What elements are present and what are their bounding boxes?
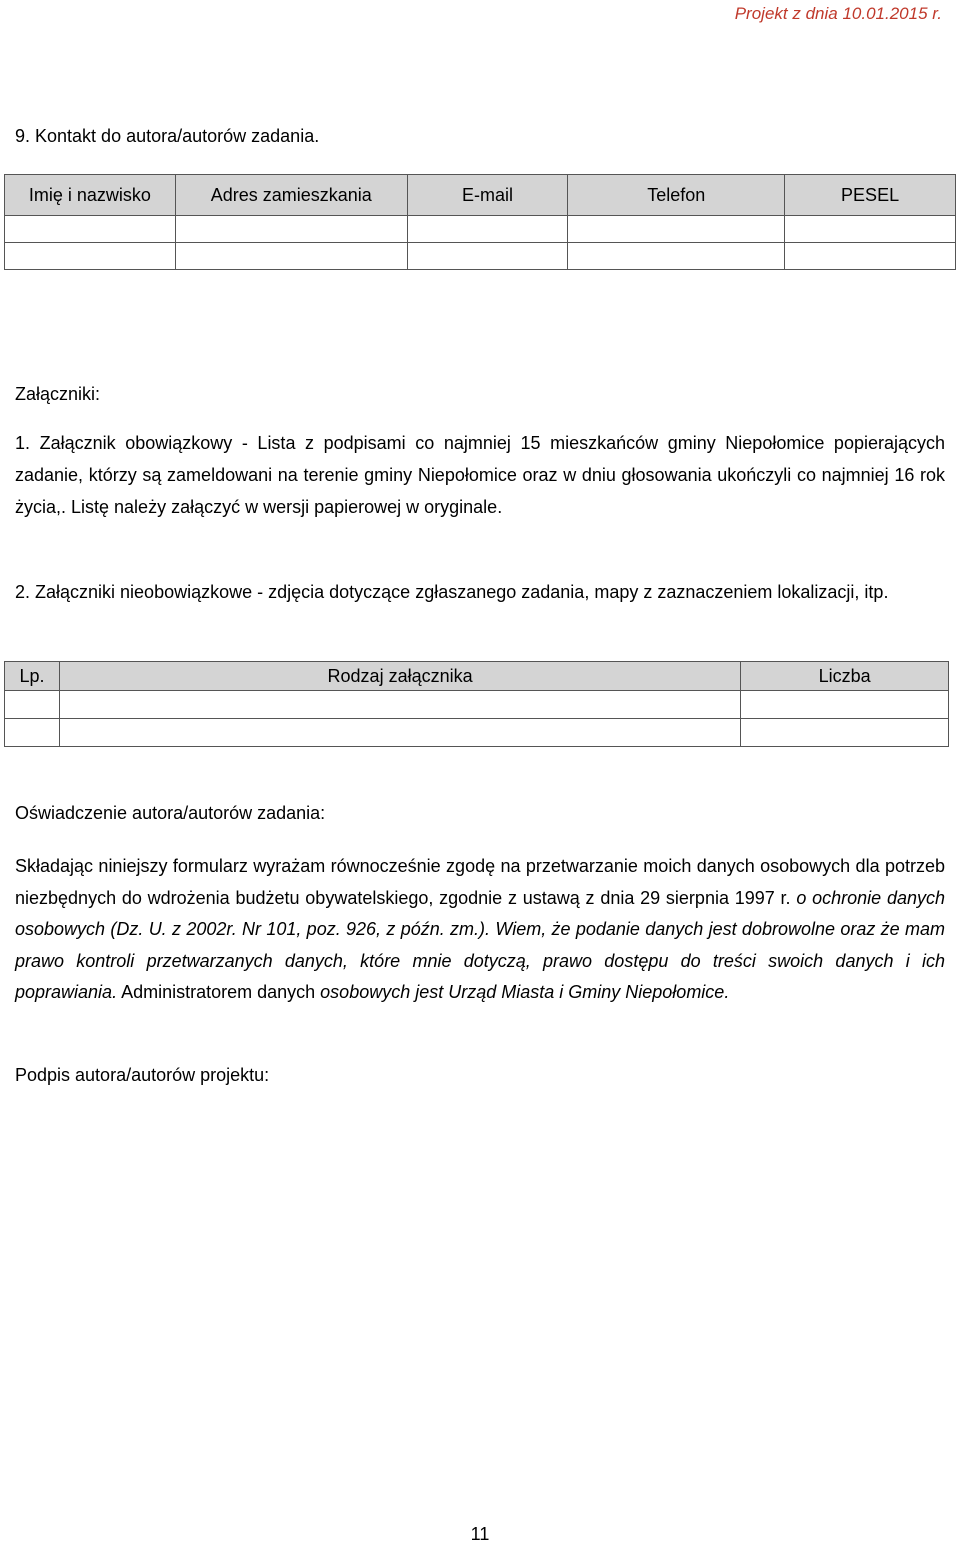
table-cell[interactable] — [5, 216, 176, 243]
declaration-part-2: o ochronie danych osobowych (Dz. U. z 2002r. Nr 101, poz. 926, z późn. zm.). Wiem, że podanie danych jest dobrowolne oraz że mam prawo kontroli przetwarzanych danych, które mnie dotyczą, prawo dostępu do treści swoich danych i ich poprawiania. — [15, 887, 945, 1002]
column-header-count: Liczba — [741, 662, 949, 691]
table-cell[interactable] — [59, 719, 740, 747]
table-cell[interactable] — [5, 691, 60, 719]
attachments-heading: Załączniki: — [15, 384, 101, 404]
table-cell[interactable] — [407, 243, 568, 270]
column-header-name: Imię i nazwisko — [5, 175, 176, 216]
declaration-text — [15, 851, 945, 1009]
table-cell[interactable] — [175, 243, 407, 270]
declaration-part-1: Składając niniejszy formularz wyrażam równocześnie zgodę na przetwarzanie moich danych osobowych dla potrzeb niezbędnych do wdrożenia budżetu obywatelskiego, zgodnie z ustawą z dnia 29 sierpnia 1997 r. — [15, 856, 945, 908]
table-row — [5, 216, 956, 243]
declaration-part-4: osobowych jest Urząd Miasta i Gminy Niepołomice. — [320, 982, 730, 1002]
column-header-pesel: PESEL — [785, 175, 956, 216]
declaration-heading: Oświadczenie autora/autorów zadania: — [15, 803, 326, 823]
table-row — [5, 691, 949, 719]
column-header-phone: Telefon — [568, 175, 785, 216]
table-cell[interactable] — [741, 719, 949, 747]
table-cell[interactable] — [568, 216, 785, 243]
draft-date-note: Projekt z dnia 10.01.2015 r. — [734, 4, 942, 23]
section-9-heading: 9. Kontakt do autora/autorów zadania. — [15, 126, 320, 146]
table-cell[interactable] — [5, 719, 60, 747]
contact-table-header — [5, 175, 956, 216]
table-cell[interactable] — [785, 243, 956, 270]
attachment-2-text: 2. Załączniki nieobowiązkowe - zdjęcia dotyczące zgłaszanego zadania, mapy z zaznaczeniem lokalizacji, itp. — [15, 582, 889, 602]
table-row — [5, 243, 956, 270]
column-header-lp: Lp. — [5, 662, 60, 691]
page-number: 11 — [470, 1524, 490, 1544]
table-cell[interactable] — [175, 216, 407, 243]
table-cell[interactable] — [407, 216, 568, 243]
table-cell[interactable] — [568, 243, 785, 270]
signature-label: Podpis autora/autorów projektu: — [15, 1065, 270, 1085]
declaration-part-3: Administratorem danych — [117, 982, 321, 1002]
attachments-table-header — [5, 662, 949, 691]
column-header-type: Rodzaj załącznika — [59, 662, 740, 691]
table-cell[interactable] — [5, 243, 176, 270]
table-row — [5, 719, 949, 747]
attachment-1-text: 1. Załącznik obowiązkowy - Lista z podpisami co najmniej 15 mieszkańców gminy Niepołomice popierających zadanie, którzy są zameldowani na terenie gminy Niepołomice oraz w dniu głosowania ukończyli co najmniej 16 rok życia,. Listę należy załączyć w wersji papierowej w oryginale. — [15, 433, 945, 517]
attachments-table — [4, 661, 949, 747]
contact-table — [4, 174, 956, 270]
column-header-email: E-mail — [407, 175, 568, 216]
table-cell[interactable] — [741, 691, 949, 719]
table-cell[interactable] — [785, 216, 956, 243]
table-cell[interactable] — [59, 691, 740, 719]
column-header-address: Adres zamieszkania — [175, 175, 407, 216]
